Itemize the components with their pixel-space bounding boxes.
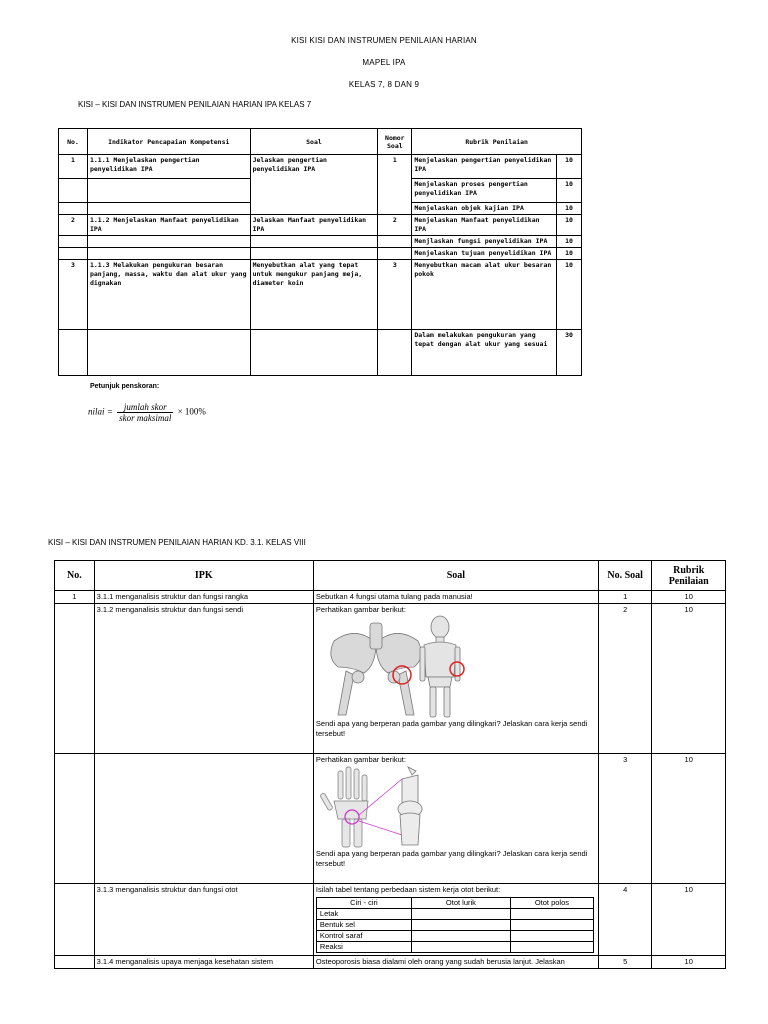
kisi-table-kelas7 xyxy=(58,128,582,376)
scoring-title: Petunjuk penskoran: xyxy=(90,383,160,390)
formula-fraction: $\frac{\text{jumlah skor}}{\text{skor maksimal}}$ xyxy=(119,402,172,423)
col-header-no: No. xyxy=(55,561,95,591)
kisi-table-kelas8 xyxy=(54,560,726,969)
table-row: 3 1.1.3 Melakukan pengukuran besaran panjang, massa, waktu dan alat ukur yang dignakan Menyebutkan alat yang tepat untuk mengukur panjang meja, diameter koin 3 Menyebutkan macam alat ukur besaran pokok 10 xyxy=(59,260,582,330)
pelvis-skeleton-image xyxy=(316,615,596,719)
col-header-nomor: Nomor Soal xyxy=(378,129,412,155)
table-row: Menjelaskan tujuan penyelidikan IPA 10 xyxy=(59,248,582,260)
col-header-soal: Soal xyxy=(250,129,378,155)
col-header-soal: Soal xyxy=(313,561,598,591)
col-header-no-soal: No. Soal xyxy=(598,561,652,591)
table-row: Menjelaskan proses pengertian penyelidikan IPA 10 xyxy=(59,179,582,203)
table-row: 1 3.1.1 menganalisis struktur dan fungsi rangka Sebutkan 4 fungsi utama tulang pada manusia! 1 10 xyxy=(55,591,726,604)
col-header-rubrik: Rubrik Penilaian xyxy=(412,129,582,155)
col-header-ipk: IPK xyxy=(94,561,313,591)
col-header-no: No. xyxy=(59,129,88,155)
table-row: Dalam melakukan pengukuran yang tepat dengan alat ukur yang sesuai 30 xyxy=(59,330,582,376)
subject-title: MAPEL IPA xyxy=(362,58,406,67)
table-row: Perhatikan gambar berikut: Sendi apa yang berperan pada gambar yang dilingkari? Jelaskan cara kerja sendi tersebut! 3 10 xyxy=(55,754,726,884)
table-row: 3.1.4 menganalisis upaya menjaga kesehatan sistem Osteoporosis biasa dialami oleh orang yang sudah berusia lanjut. Jelaskan 5 10 xyxy=(55,956,726,969)
col-header-indikator: Indikator Pencapaian Kompetensi xyxy=(87,129,250,155)
scoring-formula: nilai = $\frac{\text{jumlah skor}}{\text{skor maksimal}}$ × 100% xyxy=(88,402,206,423)
table-row: 1 1.1.1 Menjelaskan pengertian penyelidikan IPA Jelaskan pengertian penyelidikan IPA 1 Menjelaskan pengertian penyelidikan IPA 10 xyxy=(59,155,582,179)
muscle-comparison-table: Ciri - ciri Otot lurik Otot polos Letak Bentuk sel Kontrol saraf Reaksi xyxy=(316,897,594,953)
class-title: KELAS 7, 8 DAN 9 xyxy=(348,80,420,89)
table-row: 2 1.1.2 Menjelaskan Manfaat penyelidikan IPA Jelaskan Manfaat penyelidikan IPA 2 Menjelaskan Manfaat penyelidikan IPA 10 xyxy=(59,215,582,236)
section2-heading: KISI – KISI DAN INSTRUMEN PENILAIAN HARIAN KD. 3.1. KELAS VIII xyxy=(48,538,306,547)
hand-knee-image xyxy=(316,765,596,849)
table-row: Menjelaskan objek kajian IPA 10 xyxy=(59,203,582,215)
table-row: Menjlaskan fungsi penyelidikan IPA 10 xyxy=(59,236,582,248)
col-header-rubrik: Rubrik Penilaian xyxy=(652,561,726,591)
table-row: 3.1.3 menganalisis struktur dan fungsi otot Isilah tabel tentang perbedaan sistem kerja otot berikut: Ciri - ciri Otot lurik Otot polos Letak Bentuk sel Kontrol saraf Reaksi 4 10 xyxy=(55,884,726,956)
table-row: 3.1.2 menganalisis struktur dan fungsi sendi Perhatikan gambar berikut: Sendi apa yang berperan pada gambar yang dilingkari? Jelaskan cara kerja sendi tersebut! 2 10 xyxy=(55,604,726,754)
document-title: KISI KISI DAN INSTRUMEN PENILAIAN HARIAN xyxy=(291,36,477,45)
section1-heading: KISI – KISI DAN INSTRUMEN PENILAIAN HARIAN IPA KELAS 7 xyxy=(78,100,312,109)
